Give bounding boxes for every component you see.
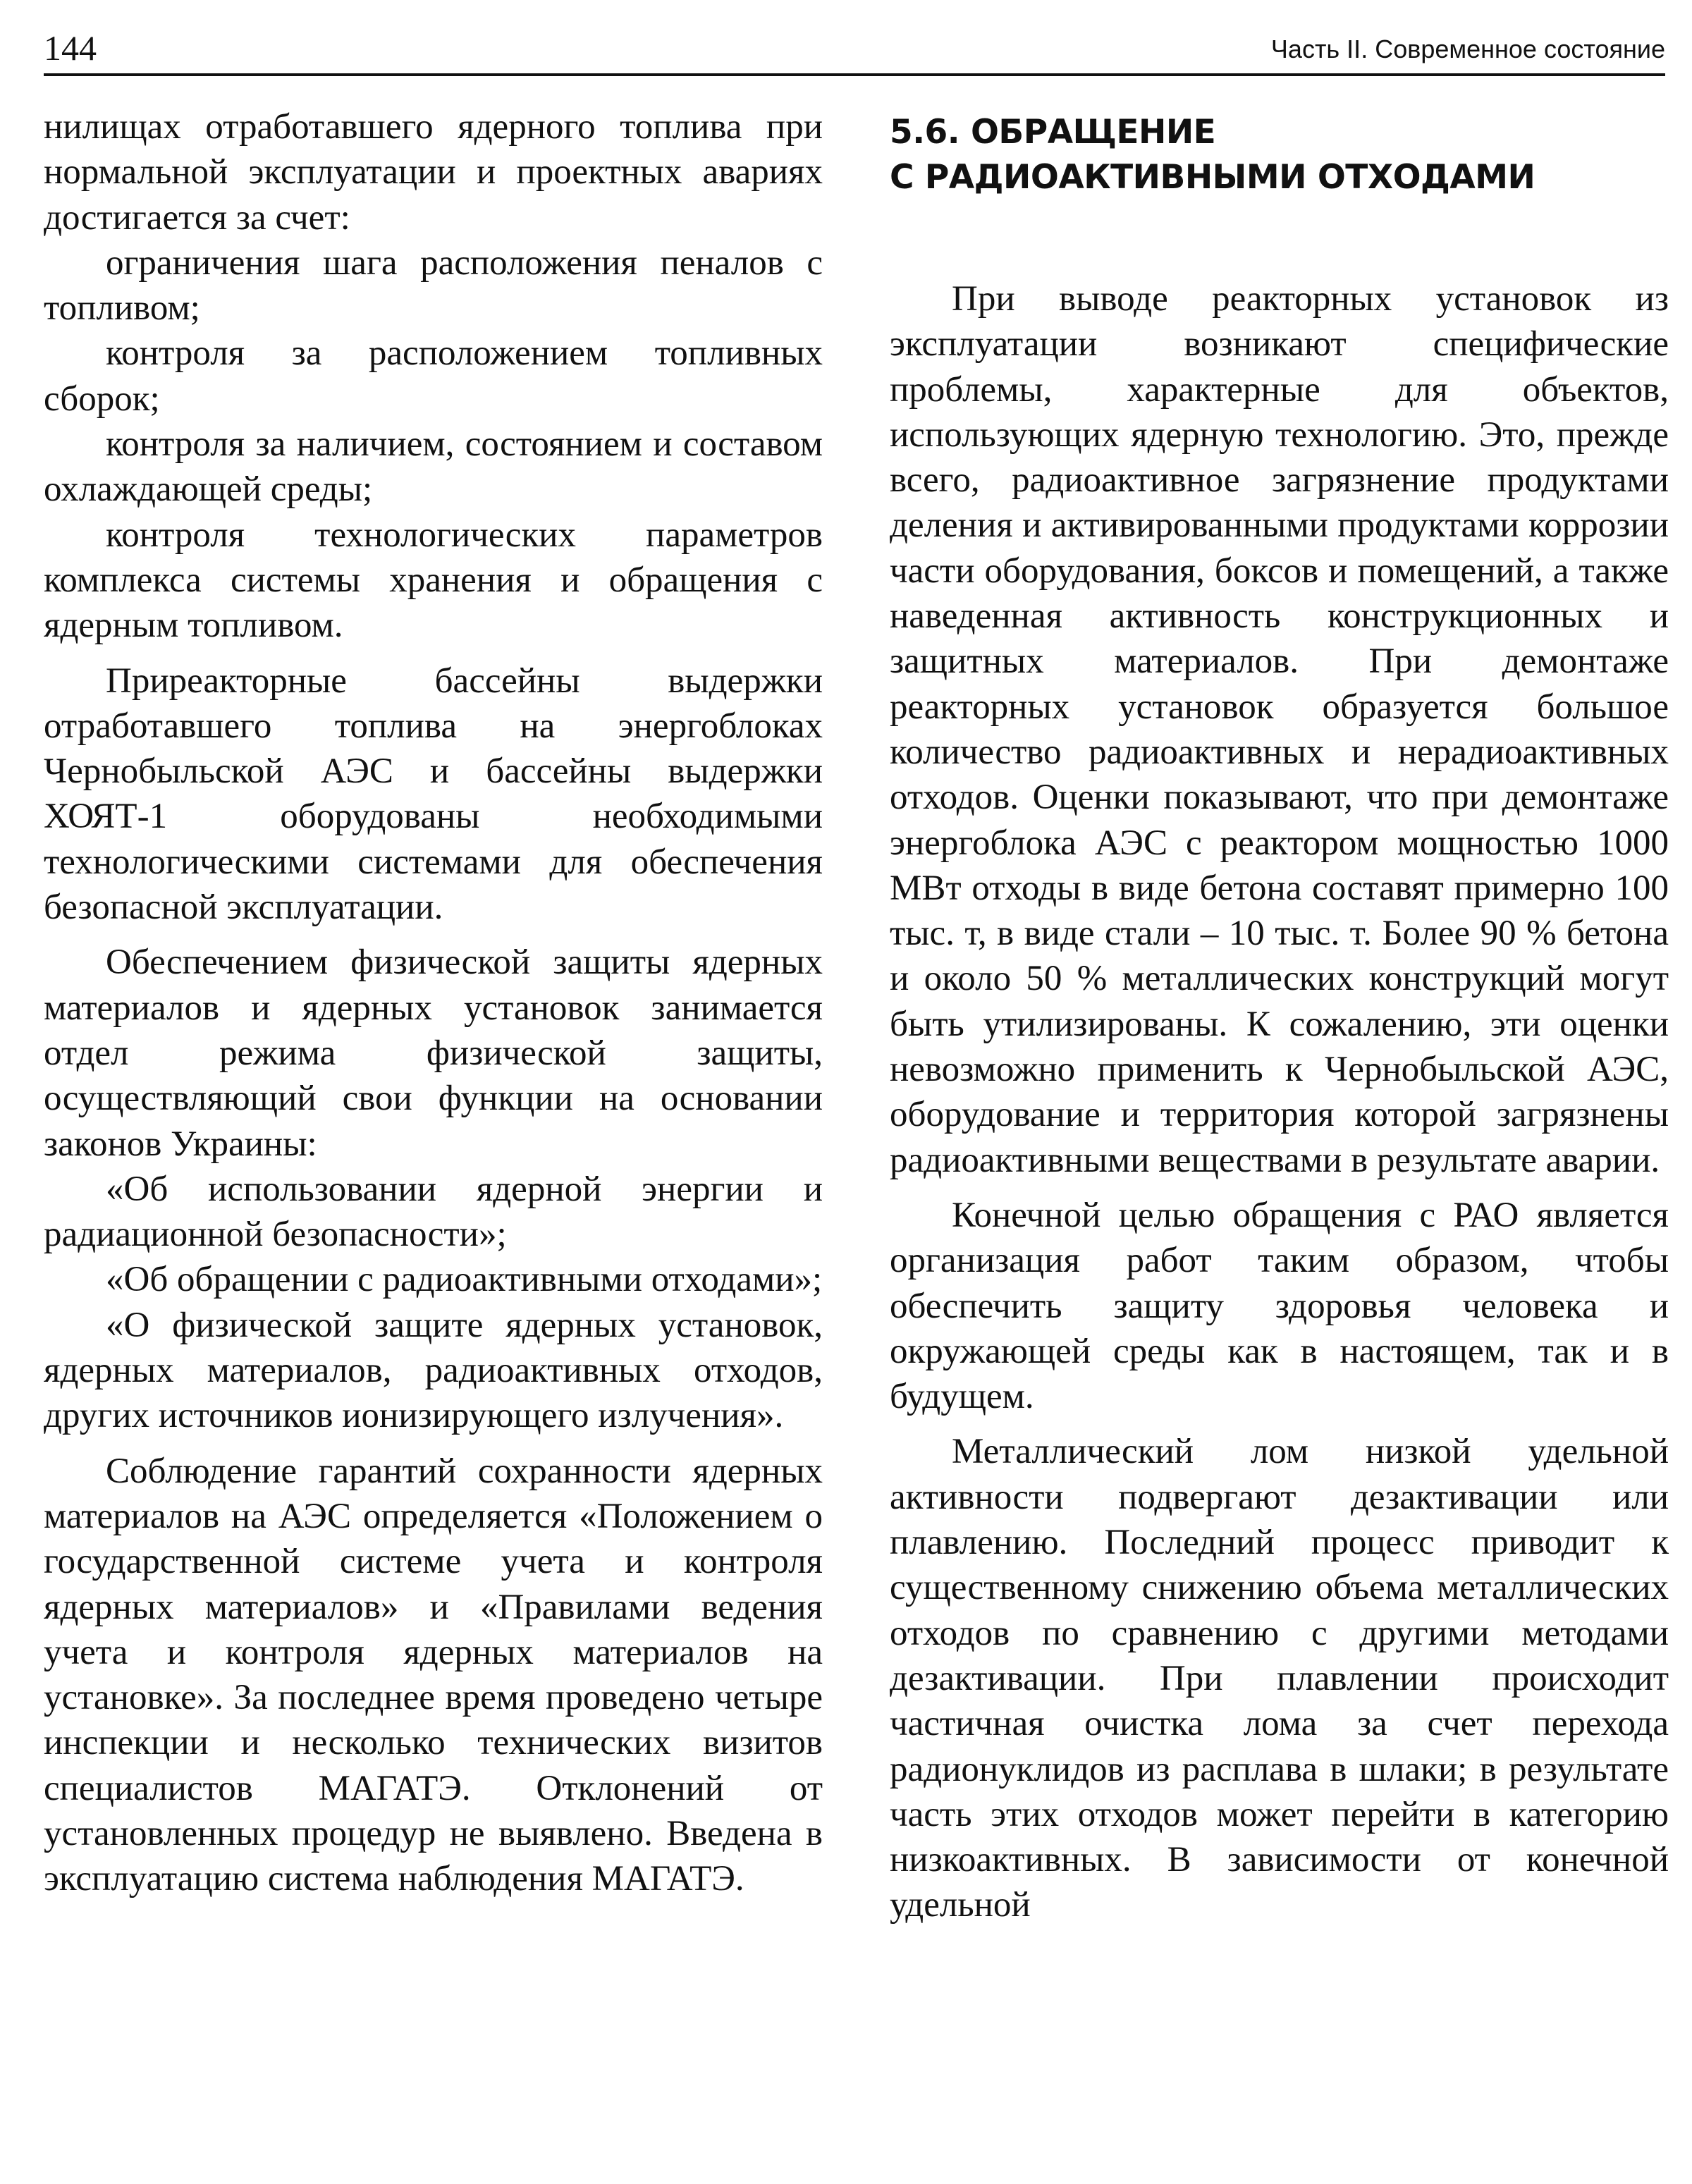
list-item: контроля за наличием, состоянием и составом охлаждающей среды; [44, 424, 823, 510]
section-title-line: С РАДИОАКТИВНЫМИ ОТХОДАМИ [890, 158, 1535, 197]
right-column [890, 104, 1669, 1928]
running-head: Часть II. Современное состояние [1270, 35, 1665, 63]
section-title [890, 110, 1669, 200]
left-column [44, 104, 823, 1902]
title-spacer [890, 200, 1669, 276]
page-header [44, 27, 1665, 69]
section-title-line: 5.6. ОБРАЩЕНИЕ [890, 113, 1216, 152]
paragraph-continuation: нилищах отработавшего ядерного топлива при нормальной эксплуатации и проектных авариях достигается за счет: [44, 107, 823, 238]
list-item: контроля технологических параметров комплекса системы хранения и обращения с ядерным топливом. [44, 515, 823, 646]
paragraph: Приреакторные бассейны выдержки отработавшего топлива на энергоблоках Чернобыльской АЭС и бассейны выдержки ХОЯТ-1 оборудованы необходимыми технологическими системами для обеспечения безопасной эксплуатации. [44, 661, 823, 928]
list-item: ограничения шага расположения пеналов с топливом; [44, 243, 823, 329]
law-list-item: «Об обращении с радиоактивными отходами»; [106, 1260, 823, 1300]
paragraph: Соблюдение гарантий сохранности ядерных материалов на АЭС определяется «Положением о государственной системе учета и контроля ядерных материалов» и «Правилами ведения учета и контроля ядерных материалов на установке». За последнее время проведено четыре инспекции и несколько технических визитов специалистов МАГАТЭ. Отклонений от установленных процедур не выявлено. Введена в эксплуатацию система наблюдения МАГАТЭ. [44, 1451, 823, 1899]
paragraph: Металлический лом низкой удельной активности подвергают дезактивации или плавлению. Последний процесс приводит к существенному снижению объема металлических отходов по сравнению с другими методами дезактивации. При плавлении происходит частичная очистка лома за счет перехода радионуклидов из расплава в шлаки; в результате часть этих отходов может перейти в категорию низкоактивных. В зависимости от конечной удельной [890, 1432, 1669, 1925]
law-list-item: «О физической защите ядерных установок, ядерных материалов, радиоактивных отходов, других источников ионизирующего излучения». [44, 1305, 823, 1436]
header-rule [44, 73, 1665, 76]
paragraph: При выводе реакторных установок из эксплуатации возникают специфические проблемы, характерные для объектов, использующих ядерную технологию. Это, прежде всего, радиоактивное загрязнение продуктами деления и активированными продуктами коррозии части оборудования, боксов и помещений, а также наведенная активность конструкционных и защитных материалов. При демонтаже реакторных установок образуется большое количество радиоактивных и нерадиоактивных отходов. Оценки показывают, что при демонтаже энергоблока АЭС с реактором мощностью 1000 МВт отходы в виде бетона составят примерно 100 тыс. т, в виде стали – 10 тыс. т. Более 90 % бетона и около 50 % металлических конструкций могут быть утилизированы. К сожалению, эти оценки невозможно применить к Чернобыльской АЭС, оборудование и территория которой загрязнены радиоактивными веществами в результате аварии. [890, 279, 1669, 1180]
paragraph: Конечной целью обращения с РАО является организация работ таким образом, чтобы обеспечить защиту здоровья человека и окружающей среды как в настоящем, так и в будущем. [890, 1195, 1669, 1417]
law-list-item: «Об использовании ядерной энергии и радиационной безопасности»; [44, 1169, 823, 1255]
list-item: контроля за расположением топливных сборок; [44, 333, 823, 419]
paragraph: Обеспечением физической защиты ядерных материалов и ядерных установок занимается отдел режима физической защиты, осуществляющий свои функции на основании законов Украины: [44, 943, 823, 1164]
page-number: 144 [44, 28, 97, 68]
